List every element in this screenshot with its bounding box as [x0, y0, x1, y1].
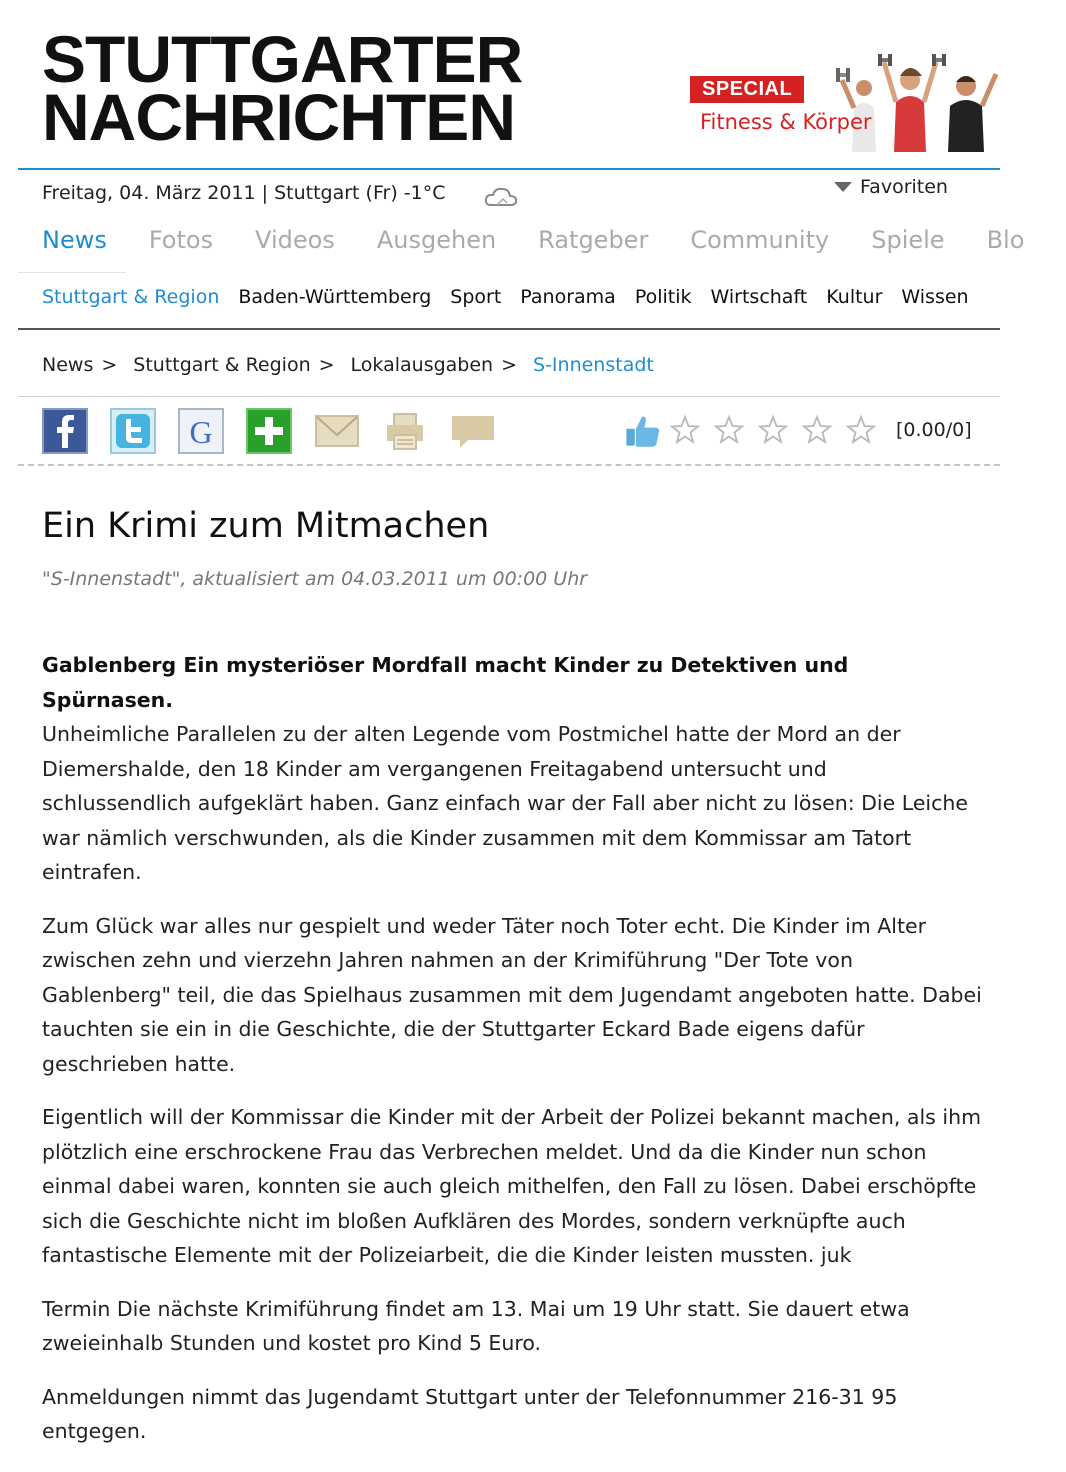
logo-line-2: NACHRICHTEN — [42, 80, 515, 154]
print-icon[interactable] — [382, 408, 428, 454]
star-icon-4[interactable] — [802, 415, 832, 445]
comment-icon[interactable] — [450, 408, 496, 454]
twitter-icon[interactable] — [110, 408, 156, 454]
nav-underline — [18, 272, 126, 273]
main-nav — [42, 226, 1066, 254]
breadcrumb-separator: > — [501, 354, 518, 376]
sub-nav-politik[interactable]: Politik — [634, 286, 692, 308]
facebook-icon[interactable] — [42, 408, 88, 454]
breadcrumb-lokalausgaben[interactable]: Lokalausgaben — [350, 354, 494, 376]
subnav-divider — [18, 328, 1000, 330]
article-body — [42, 648, 982, 1468]
article-paragraph-2: Zum Glück war alles nur gespielt und weder Täter noch Toter echt. Die Kinder im Alter zwischen zehn und vierzehn Jahren nahmen an der Krimiführung "Der Tote von Gablenberg" teil, die das Spielhaus zusammen mit dem Jugendamt angeboten hatte. Dabei tauchten sie ein in die Geschichte, die der Stuttgarter Eckard Bade eigens dafür geschrieben hatte. — [42, 913, 982, 1076]
breadcrumb-stuttgart-region[interactable]: Stuttgart & Region — [133, 354, 311, 376]
main-nav-ausgehen[interactable]: Ausgehen — [376, 226, 497, 254]
sub-nav-kultur[interactable]: Kultur — [826, 286, 883, 308]
favorites-dropdown[interactable] — [834, 176, 948, 198]
main-nav-ratgeber[interactable]: Ratgeber — [538, 226, 649, 254]
favorites-label: Favoriten — [860, 176, 948, 198]
main-nav-fotos[interactable]: Fotos — [148, 226, 214, 254]
chevron-down-icon — [834, 182, 852, 192]
article-paragraph-3: Eigentlich will der Kommissar die Kinder mit der Arbeit der Polizei bekannt machen, als ihm plötzlich eine erschrockene Frau das Verbrechen meldet. Und da die Kinder nun schon einmal dabei waren, konnten sie auch gleich mithelfen, den Fall zu lösen. Dabei erschöpfte sich die Geschichte nicht im bloßen Aufklären des Mordes, sondern verknüpfte auch fantastische Elemente mit der Polizeiarbeit, die die Kinder leisten mussten. juk — [42, 1105, 982, 1267]
add-icon[interactable] — [246, 408, 292, 454]
star-icon-1[interactable] — [670, 415, 700, 445]
rating-widget — [624, 412, 890, 448]
sub-nav-wissen[interactable]: Wissen — [901, 286, 969, 308]
main-nav-spiele[interactable]: Spiele — [871, 226, 945, 254]
article-paragraph-4: Termin Die nächste Krimiführung findet am 13. Mai um 19 Uhr statt. Sie dauert etwa zweieinhalb Stunden und kostet pro Kind 5 Euro. — [42, 1296, 910, 1355]
star-icon-2[interactable] — [714, 415, 744, 445]
site-logo[interactable] — [42, 22, 602, 154]
main-nav-community[interactable]: Community — [690, 226, 830, 254]
toolbar-divider — [18, 464, 1000, 466]
article-title: Ein Krimi zum Mitmachen — [42, 506, 490, 546]
breadcrumb-news[interactable]: News — [42, 354, 94, 376]
article-paragraph-1 — [42, 648, 982, 890]
sub-nav-baden-wuerttemberg[interactable]: Baden-Württemberg — [238, 286, 432, 308]
sub-nav — [42, 286, 988, 308]
breadcrumb-separator: > — [318, 354, 335, 376]
main-nav-blogs[interactable]: Blo — [986, 226, 1025, 254]
mail-icon[interactable] — [314, 408, 360, 454]
logo-line-1: STUTTGARTER — [42, 22, 523, 96]
fitness-people-image — [828, 46, 1000, 152]
share-toolbar — [42, 408, 496, 454]
article-meta: "S-Innenstadt", aktualisiert am 04.03.2011 um 00:00 Uhr — [42, 568, 588, 590]
star-icon-3[interactable] — [758, 415, 788, 445]
sub-nav-wirtschaft[interactable]: Wirtschaft — [710, 286, 808, 308]
header-divider — [18, 168, 1000, 170]
article-paragraph-text: Unheimliche Parallelen zu der alten Legende vom Postmichel hatte der Mord an der Diemershalde, den 18 Kinder am vergangenen Freitagabend untersucht und schlussendlich aufgeklärt haben. Ganz einfach war der Fall aber nicht zu lösen: Die Leiche war nämlich verschwunden, als die Kinder zusammen mit dem Kommissar am Tatort eintrafen. — [42, 722, 969, 884]
star-icon-5[interactable] — [846, 415, 876, 445]
rating-value: [0.00/0] — [896, 419, 972, 441]
main-nav-news[interactable]: News — [42, 226, 107, 254]
special-tag: SPECIAL — [690, 76, 804, 103]
breadcrumb-separator: > — [101, 354, 118, 376]
special-banner[interactable] — [688, 72, 1000, 152]
svg-text:G: G — [189, 414, 213, 450]
special-title: Fitness & Körper — [700, 110, 872, 134]
article-paragraph-5: Anmeldungen nimmt das Jugendamt Stuttgart unter der Telefonnummer 216-31 95 entgegen. — [42, 1384, 898, 1443]
dateline: Freitag, 04. März 2011 | Stuttgart (Fr) -1°C — [42, 182, 446, 204]
article-lead: Gablenberg Ein mysteriöser Mordfall macht Kinder zu Detektiven und Spürnasen. — [42, 653, 849, 712]
sub-nav-panorama[interactable]: Panorama — [520, 286, 616, 308]
cloud-icon — [483, 183, 519, 209]
breadcrumb — [42, 354, 654, 376]
breadcrumb-divider — [18, 396, 1000, 397]
sub-nav-stuttgart-region[interactable]: Stuttgart & Region — [42, 286, 220, 308]
thumbs-up-icon[interactable] — [624, 412, 660, 448]
google-icon[interactable] — [178, 408, 224, 454]
main-nav-videos[interactable]: Videos — [255, 226, 335, 254]
breadcrumb-s-innenstadt[interactable]: S-Innenstadt — [533, 354, 654, 376]
sub-nav-sport[interactable]: Sport — [450, 286, 502, 308]
